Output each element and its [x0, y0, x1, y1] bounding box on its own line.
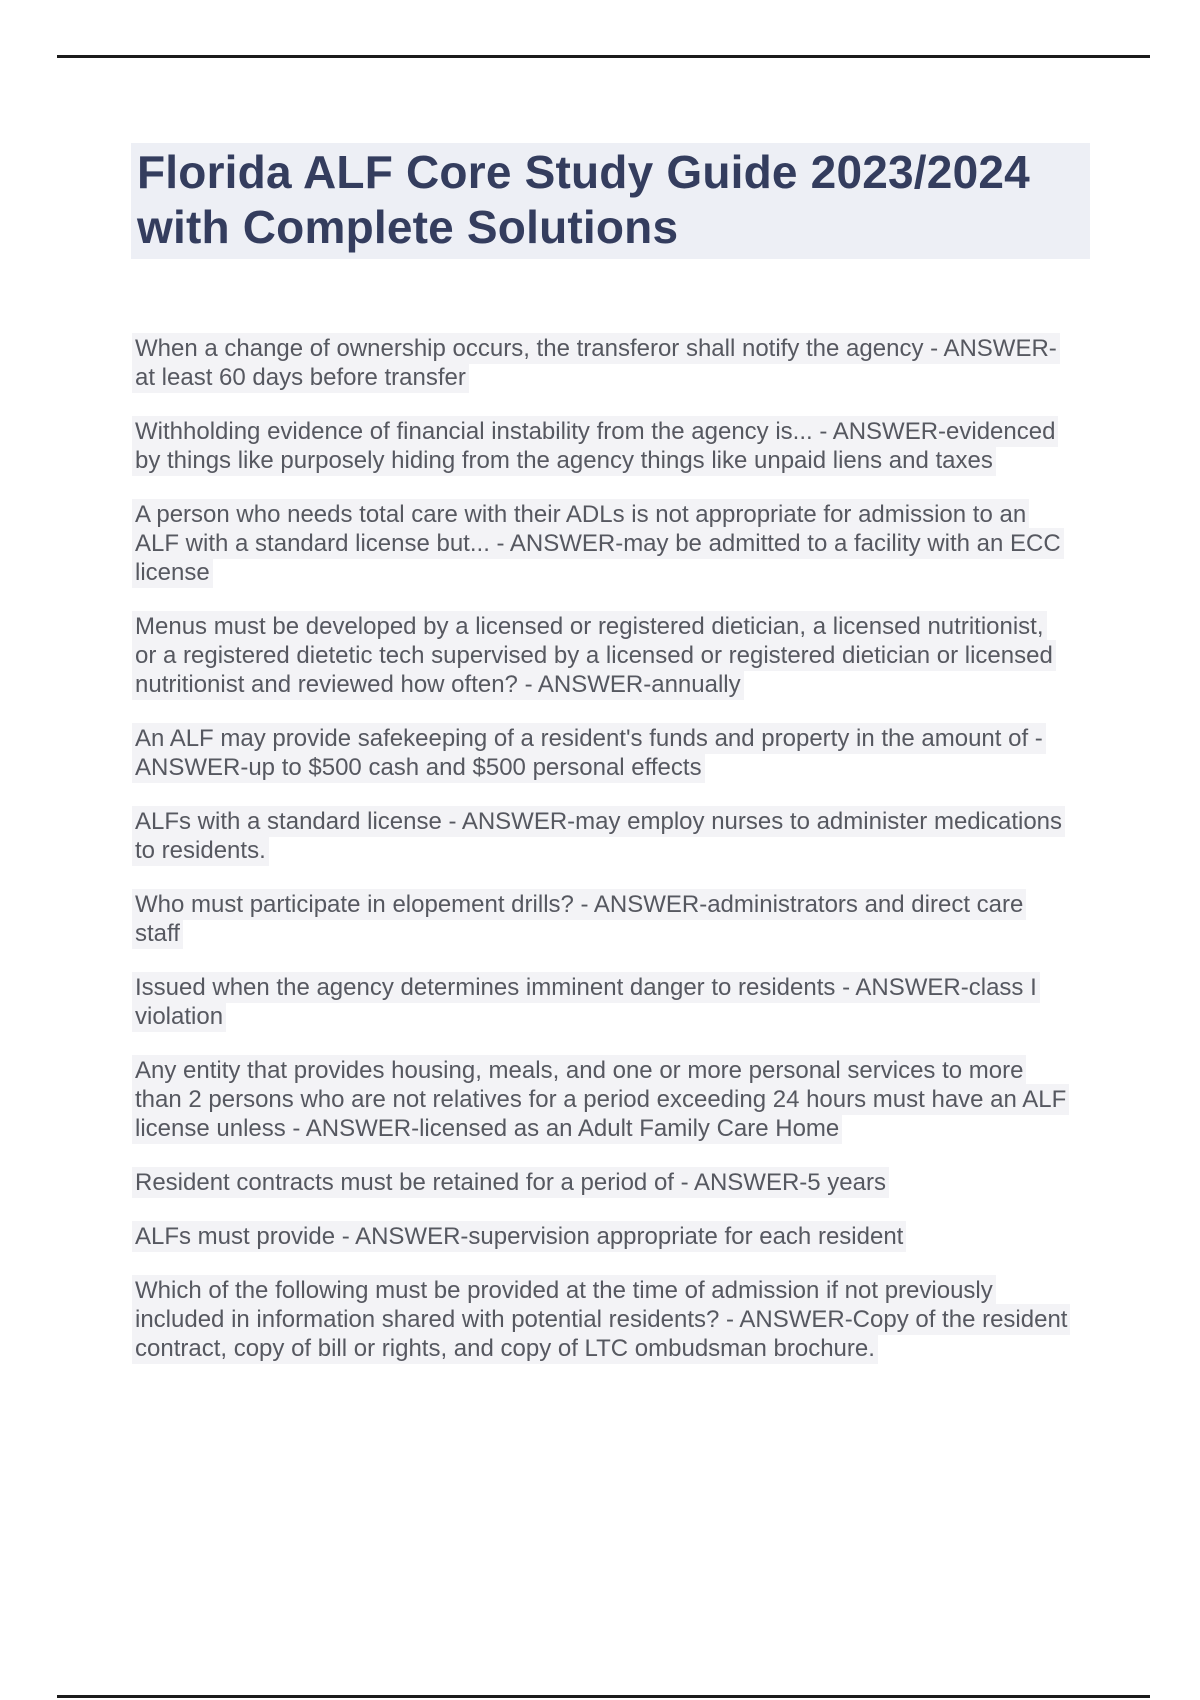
text-line	[135, 612, 1080, 641]
page-title	[131, 143, 1090, 259]
text-line	[135, 1222, 1080, 1251]
highlighted-text: license unless - ANSWER-licensed as an Adult Family Care Home	[132, 1113, 842, 1144]
text-line	[135, 1334, 1080, 1363]
text-line	[135, 417, 1080, 446]
text-line	[135, 973, 1080, 1002]
text-line	[135, 529, 1080, 558]
text-line	[135, 334, 1080, 363]
text-line	[135, 641, 1080, 670]
highlighted-text: Menus must be developed by a licensed or registered dietician, a licensed nutritionist,	[132, 611, 1047, 642]
highlighted-text: or a registered dietetic tech supervised by a licensed or registered dietician or licensed	[132, 640, 1056, 671]
highlighted-text: included in information shared with potential residents? - ANSWER-Copy of the resident	[132, 1304, 1070, 1335]
highlighted-text: A person who needs total care with their ADLs is not appropriate for admission to an	[132, 499, 1029, 530]
text-line	[135, 670, 1080, 699]
text-line	[135, 363, 1080, 392]
highlighted-text: violation	[132, 1001, 226, 1032]
text-line	[135, 1114, 1080, 1143]
bottom-horizontal-rule	[57, 1695, 1150, 1698]
highlighted-text: Any entity that provides housing, meals, and one or more personal services to more	[132, 1055, 1026, 1086]
qa-paragraph	[135, 334, 1080, 392]
text-line	[135, 1002, 1080, 1031]
qa-paragraph-list	[135, 334, 1080, 1388]
highlighted-text: Which of the following must be provided at the time of admission if not previously	[132, 1275, 996, 1306]
page-title-line: with Complete Solutions	[137, 201, 679, 253]
highlighted-text: Resident contracts must be retained for a period of - ANSWER-5 years	[132, 1167, 889, 1198]
text-line	[135, 890, 1080, 919]
highlighted-text: to residents.	[132, 835, 269, 866]
highlighted-text: An ALF may provide safekeeping of a resident's funds and property in the amount of -	[132, 723, 1046, 754]
qa-paragraph	[135, 973, 1080, 1031]
qa-paragraph	[135, 807, 1080, 865]
text-line	[135, 807, 1080, 836]
highlighted-text: staff	[132, 918, 183, 949]
highlighted-text: ALFs with a standard license - ANSWER-may employ nurses to administer medications	[132, 806, 1065, 837]
highlighted-text: contract, copy of bill or rights, and copy of LTC ombudsman brochure.	[132, 1333, 878, 1364]
text-line	[135, 724, 1080, 753]
highlighted-text: than 2 persons who are not relatives for a period exceeding 24 hours must have an ALF	[132, 1084, 1069, 1115]
text-line	[135, 1168, 1080, 1197]
highlighted-text: ANSWER-up to $500 cash and $500 personal effects	[132, 752, 705, 783]
highlighted-text: ALFs must provide - ANSWER-supervision appropriate for each resident	[132, 1221, 906, 1252]
highlighted-text: Withholding evidence of financial instability from the agency is... - ANSWER-evidenced	[132, 416, 1058, 447]
highlighted-text: license	[132, 557, 213, 588]
qa-paragraph	[135, 1276, 1080, 1363]
text-line	[135, 1305, 1080, 1334]
qa-paragraph	[135, 1168, 1080, 1197]
text-line	[135, 1056, 1080, 1085]
highlighted-text: When a change of ownership occurs, the transferor shall notify the agency - ANSWER-	[132, 333, 1060, 364]
text-line	[135, 1276, 1080, 1305]
highlighted-text: Issued when the agency determines imminent danger to residents - ANSWER-class I	[132, 972, 1040, 1003]
highlighted-text: Who must participate in elopement drills? - ANSWER-administrators and direct care	[132, 889, 1026, 920]
top-horizontal-rule	[57, 55, 1150, 58]
text-line	[135, 919, 1080, 948]
page-title-line: Florida ALF Core Study Guide 2023/2024	[137, 146, 1030, 198]
qa-paragraph	[135, 1056, 1080, 1143]
text-line	[135, 1085, 1080, 1114]
qa-paragraph	[135, 500, 1080, 587]
text-line	[135, 558, 1080, 587]
qa-paragraph	[135, 1222, 1080, 1251]
qa-paragraph	[135, 724, 1080, 782]
text-line	[135, 753, 1080, 782]
highlighted-text: at least 60 days before transfer	[132, 362, 469, 393]
qa-paragraph	[135, 612, 1080, 699]
text-line	[135, 836, 1080, 865]
text-line	[135, 446, 1080, 475]
text-line	[135, 500, 1080, 529]
highlighted-text: ALF with a standard license but... - ANSWER-may be admitted to a facility with an ECC	[132, 528, 1064, 559]
qa-paragraph	[135, 890, 1080, 948]
qa-paragraph	[135, 417, 1080, 475]
highlighted-text: nutritionist and reviewed how often? - ANSWER-annually	[132, 669, 744, 700]
highlighted-text: by things like purposely hiding from the agency things like unpaid liens and taxes	[132, 445, 996, 476]
